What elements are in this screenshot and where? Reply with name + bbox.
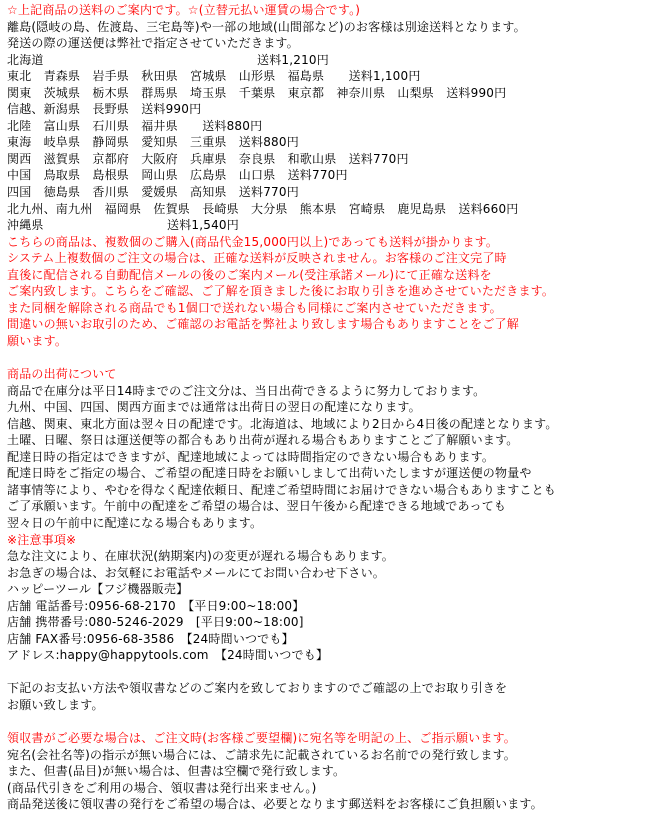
dispatch-line: ご了承願います。午前中の配達をご希望の場合は、翌日午後から配達できる地域であっても — [7, 499, 507, 514]
store-email: アドレス:happy@happytools.com 【24時間いつでも】 — [7, 648, 329, 663]
shipping-rate-row: 中国 鳥取県 島根県 岡山県 広島県 山口県 送料770円 — [7, 168, 348, 183]
region-name: 北海道 — [7, 52, 44, 67]
intro-line: 発送の際の運送便は弊社で指定させていただきます。 — [7, 36, 299, 51]
dispatch-line: 配達日時をご指定の場合、ご希望の配達日時をお願いしまして出荷いたしますが運送便の物量や — [7, 466, 532, 481]
dispatch-line: 商品で在庫分は平日14時までのご注文分は、当日出荷できるように努力しております。 — [7, 383, 486, 398]
dispatch-line: 信越、関東、東北方面は翌々日の配達です。北海道は、地域により2日から4日後の配達となります。 — [7, 416, 558, 431]
shipping-rate-okinawa — [7, 217, 656, 234]
dispatch-line: 土曜、日曜、祭日は運送便等の都合もあり出荷が遅れる場合もありますことご了解願います。 — [7, 433, 519, 448]
caution-line: 急な注文により、在庫状況(納期案内)の変更が遅れる場合もあります。 — [7, 549, 395, 564]
shipping-note: システム上複数個のご注文の場合は、正確な送料が反映されません。お客様のご注文完了時 — [7, 251, 507, 266]
store-fax: 店舗 FAX番号:0956-68-3586 【24時間いつでも】 — [7, 631, 294, 646]
shipping-rate-hokkaido — [7, 52, 656, 69]
dispatch-heading: 商品の出荷について — [7, 367, 117, 382]
shipping-note: 願います。 — [7, 333, 68, 348]
payment-line: お願い致します。 — [7, 697, 104, 712]
shipping-rate-row: 四国 徳島県 香川県 愛媛県 高知県 送料770円 — [7, 185, 299, 200]
shipping-note: 間違いの無いお取引のため、ご確認のお電話を弊社より致します場合もありますことをご了解 — [7, 317, 519, 332]
receipt-line: (商品代引きをご利用の場合、領収書は発行出来ません。) — [7, 780, 317, 795]
receipt-line: また、但書(品目)が無い場合は、但書は空欄で発行致します。 — [7, 764, 346, 779]
shipping-note: 直後に配信される自動配信メールの後のご案内メール(受注承諾メール)にて正確な送料を — [7, 267, 492, 282]
shipping-rate-row: 関西 滋賀県 京都府 大阪府 兵庫県 奈良県 和歌山県 送料770円 — [7, 151, 409, 166]
receipt-heading: 領収書がご必要な場合は、ご注文時(お客様ご要望欄)に宛名等を明記の上、ご指示願います。 — [7, 731, 517, 746]
region-name: 沖縄県 — [7, 218, 44, 233]
caution-line: お急ぎの場合は、お気軽にお電話やメールにてお問い合わせ下さい。 — [7, 565, 385, 580]
dispatch-line: 翌々日の午前中に配達になる場合もあります。 — [7, 515, 263, 530]
spacer — [7, 664, 656, 681]
store-phone: 店舗 電話番号:0956-68-2170 【平日9:00~18:00】 — [7, 598, 305, 613]
shipping-rate-row: 北陸 富山県 石川県 福井県 送料880円 — [7, 118, 263, 133]
dispatch-line: 諸事情等により、やむを得なく配達依頼日、配達ご希望時間にお届けできない場合もありますことも — [7, 482, 557, 497]
shipping-rate-row: 信越、新潟県 長野県 送料990円 — [7, 102, 202, 117]
spacer — [7, 349, 656, 366]
shipping-rate-row: 東北 青森県 岩手県 秋田県 宮城県 山形県 福島県 送料1,100円 — [7, 69, 421, 84]
shipping-note: また同梱を解除される商品でも1個口で送れない場合も同様にご案内させていただきます。 — [7, 300, 502, 315]
spacer — [7, 714, 656, 731]
payment-line: 下記のお支払い方法や領収書などのご案内を致しておりますのでご確認の上でお取り引きを — [7, 681, 508, 696]
shipping-rate-row: 関東 茨城県 栃木県 群馬県 埼玉県 千葉県 東京都 神奈川県 山梨県 送料990円 — [7, 85, 507, 100]
receipt-line: 商品発送後に領収書の発行をご希望の場合は、必要となります郵送料をお客様にご負担願います。 — [7, 797, 543, 812]
region-fee: 送料1,540円 — [167, 218, 239, 233]
shipping-note: こちらの商品は、複数個のご購入(商品代金15,000円以上)であっても送料が掛かります。 — [7, 234, 499, 249]
intro-line: 離島(隠岐の島、佐渡島、三宅島等)や一部の地域(山間部など)のお客様は別途送料となります。 — [7, 19, 526, 34]
store-mobile: 店舗 携帯番号:080-5246-2029 [平日9:00~18:00] — [7, 615, 304, 630]
receipt-line: 宛名(会社名等)の指示が無い場合には、ご請求先に記載されているお名前での発行致します。 — [7, 747, 517, 762]
shipping-notice-header: ☆上記商品の送料のご案内です。☆(立替元払い運賃の場合です。) — [7, 3, 361, 17]
dispatch-line: 配達日時の指定はできますが、配達地域によっては時間指定のできない場合もあります。 — [7, 449, 495, 464]
shipping-rate-row: 北九州、南九州 福岡県 佐賀県 長崎県 大分県 熊本県 宮崎県 鹿児島県 送料660円 — [7, 201, 519, 216]
region-fee: 送料1,210円 — [257, 52, 329, 67]
caution-heading: ※注意事項※ — [7, 532, 77, 547]
shipping-note: ご案内致します。こちらをご確認、ご了解を頂きました後にお取り引きを進めさせていただきます。 — [7, 284, 555, 299]
shipping-rate-row: 東海 岐阜県 静岡県 愛知県 三重県 送料880円 — [7, 135, 299, 150]
dispatch-line: 九州、中国、四国、関西方面までは通常は出荷日の翌日の配達になります。 — [7, 400, 421, 415]
store-name: ハッピーツール【フジ機器販売】 — [7, 582, 189, 597]
